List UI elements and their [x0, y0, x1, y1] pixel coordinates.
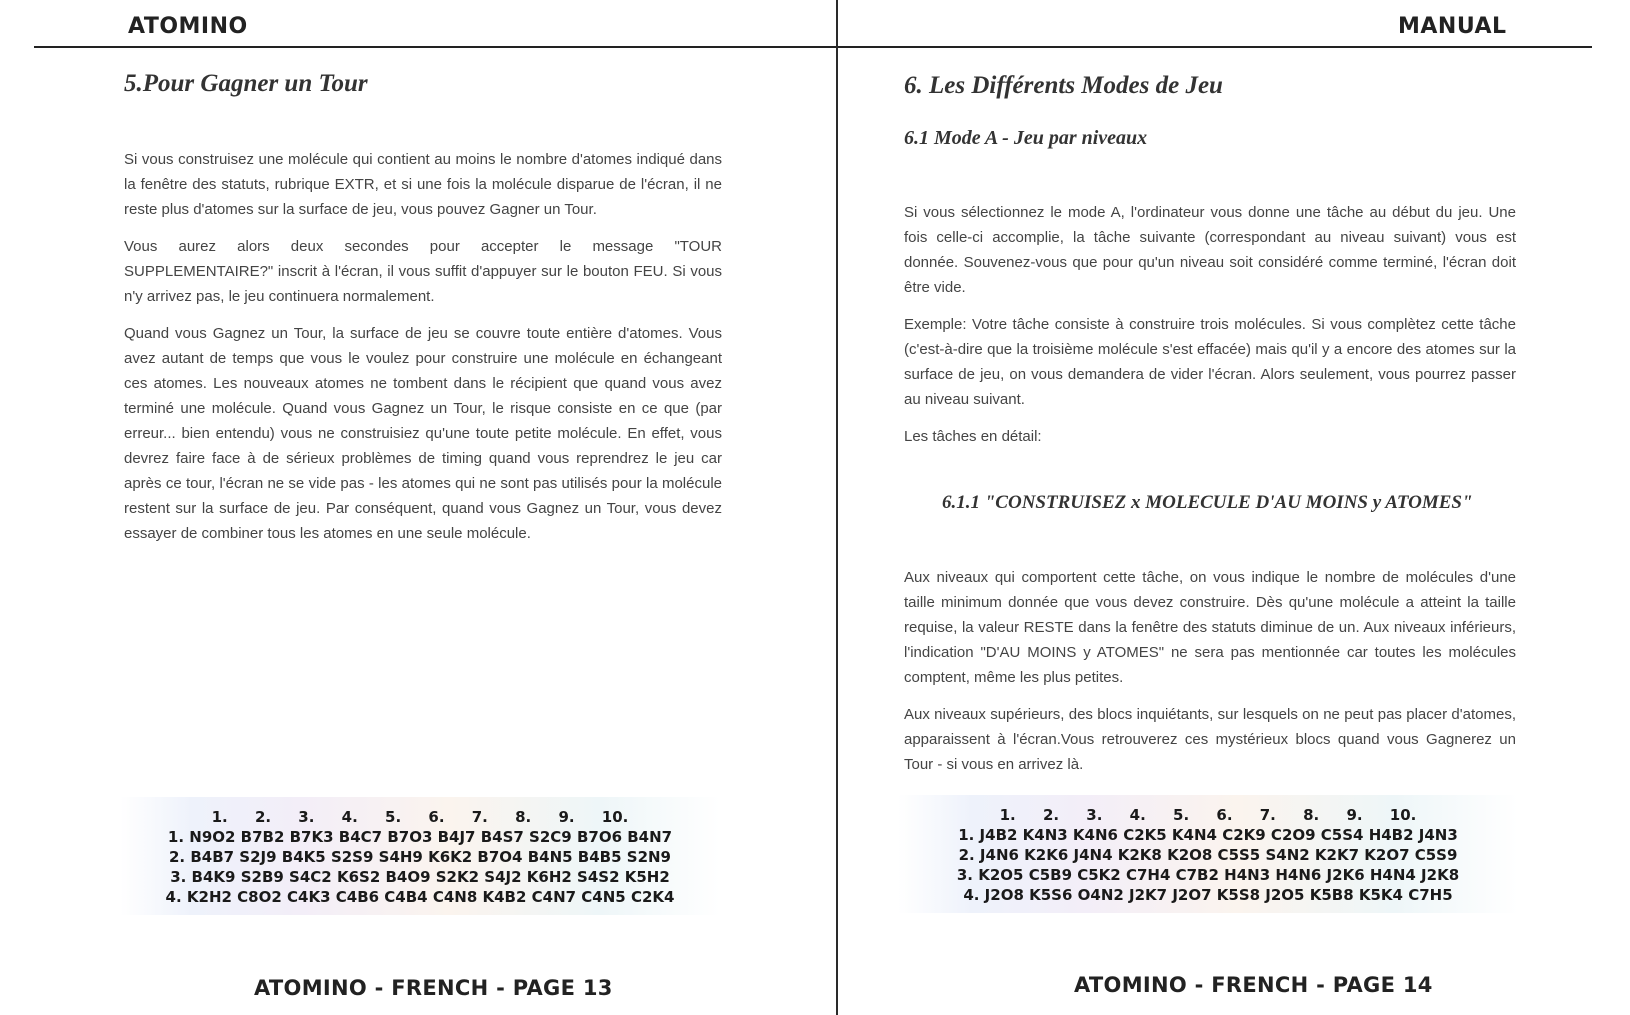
right-page: [838, 0, 1630, 1015]
right-header-title: MANUAL: [1398, 14, 1507, 39]
left-codes-row-3: 3. B4K9 S2B9 S4C2 K6S2 B4O9 S2K2 S4J2 K6H2 S4S2 K5H2: [170, 868, 670, 886]
section-6-1-paragraph-3: Les tâches en détail:: [904, 428, 1042, 445]
section-6-1-paragraph-2: Exemple: Votre tâche consiste à construire trois molécules. Si vous complètez cette tâche (c'est-à-dire que la troisième molécule s'est effacée) mais qu'il y a encore des atomes sur la surface de jeu, on vous demandera de vider l'écran. Alors seulement, vous pourrez passer au niveau suivant.: [904, 316, 1516, 408]
left-codes-row-2: 2. B4B7 S2J9 B4K5 S2S9 S4H9 K6K2 B7O4 B4N5 B4B5 S2N9: [168, 848, 671, 866]
section-6-1-body: [904, 200, 1516, 461]
left-header-rule: [34, 46, 836, 48]
section-6-1-1-paragraph-1: Aux niveaux qui comportent cette tâche, on vous indique le nombre de molécules d'une taille minimum donnée que vous devez construire. Dès qu'une molécule a atteint la taille requise, la valeur RESTE dans la fenêtre des statuts diminue de un. Aux niveaux inférieurs, l'indication "D'AU MOINS y ATOMES" ne sera pas mentionnée car toutes les molécules comptent, même les plus petites.: [904, 569, 1516, 686]
section-5-paragraph-3: Quand vous Gagnez un Tour, la surface de jeu se couvre toute entière d'atomes. Vous avez autant de temps que vous le voulez pour construire une molécule en échangeant ces atomes. Les nouveaux atomes ne tombent dans le récipient que quand vous avez terminé une molécule. Quand vous Gagnez un Tour, le risque consiste en ce que (par erreur... bien entendu) vous ne construisiez qu'une toute petite molécule. En effet, vous devrez faire face à de sérieux problèmes de timing quand vous reprendrez le jeu car après ce tour, l'écran ne se vide pas - les atomes qui ne sont pas utilisés pour la molécule restent sur la surface de jeu. Par conséquent, quand vous Gagnez un Tour, vous devez essayer de combiner tous les atomes en une seule molécule.: [124, 325, 722, 542]
left-page-footer: ATOMINO - FRENCH - PAGE 13: [254, 976, 613, 1000]
right-codes-row-4: 4. J2O8 K5S6 O4N2 J2K7 J2O7 K5S8 J2O5 K5B8 K5K4 C7H5: [963, 886, 1453, 904]
section-5-body: [124, 147, 722, 558]
left-codes-row-4: 4. K2H2 C8O2 C4K3 C4B6 C4B4 C4N8 K4B2 C4N7 C4N5 C2K4: [165, 888, 675, 906]
section-6-1-subtitle: 6.1 Mode A - Jeu par niveaux: [904, 127, 1148, 149]
section-5-title: 5.Pour Gagner un Tour: [124, 70, 368, 97]
right-codes-column-header: 1. 2. 3. 4. 5. 6. 7. 8. 9. 10.: [999, 806, 1417, 824]
left-header-title: ATOMINO: [128, 14, 248, 39]
section-5-paragraph-2: Vous aurez alors deux secondes pour accepter le message "TOUR SUPPLEMENTAIRE?" inscrit à l'écran, il vous suffit d'appuyer sur le bouton FEU. Si vous n'y arrivez pas, le jeu continuera normalement.: [124, 238, 722, 305]
left-codes-row-1: 1. N9O2 B7B2 B7K3 B4C7 B7O3 B4J7 B4S7 S2C9 B7O6 B4N7: [167, 828, 673, 846]
right-codes-row-3: 3. K2O5 C5B9 C5K2 C7H4 C7B2 H4N3 H4N6 J2K6 H4N4 J2K8: [956, 866, 1460, 884]
section-6-1-1-paragraph-2: Aux niveaux supérieurs, des blocs inquiétants, sur lesquels on ne peut pas placer d'atomes, apparaissent à l'écran.Vous retrouverez ces mystérieux blocs quand vous Gagnerez un Tour - si vous en arrivez là.: [904, 706, 1516, 773]
section-6-title: 6. Les Différents Modes de Jeu: [904, 72, 1223, 99]
section-6-1-1-body: [904, 565, 1516, 789]
left-codes-column-header: 1. 2. 3. 4. 5. 6. 7. 8. 9. 10.: [211, 808, 629, 826]
section-5-paragraph-1: Si vous construisez une molécule qui contient au moins le nombre d'atomes indiqué dans la fenêtre des statuts, rubrique EXTR, et si une fois la molécule disparue de l'écran, il ne reste plus d'atomes sur la surface de jeu, vous pouvez Gagner un Tour.: [124, 151, 722, 218]
section-6-1-1-subtitle: 6.1.1 "CONSTRUISEZ x MOLECULE D'AU MOINS y ATOMES": [942, 492, 1473, 513]
right-codes-row-1: 1. J4B2 K4N3 K4N6 C2K5 K4N4 C2K9 C2O9 C5S4 H4B2 J4N3: [958, 826, 1458, 844]
right-header-rule: [838, 46, 1592, 48]
right-codes-row-2: 2. J4N6 K2K6 J4N4 K2K8 K2O8 C5S5 S4N2 K2K7 K2O7 C5S9: [958, 846, 1458, 864]
right-page-footer: ATOMINO - FRENCH - PAGE 14: [1074, 973, 1433, 997]
section-6-1-paragraph-1: Si vous sélectionnez le mode A, l'ordinateur vous donne une tâche au début du jeu. Une fois celle-ci accomplie, la tâche suivante (correspondant au niveau suivant) vous est donnée. Souvenez-vous que pour qu'un niveau soit considéré comme terminé, l'écran doit être vide.: [904, 204, 1516, 296]
left-level-codes-table: [120, 797, 720, 915]
right-level-codes-table: [898, 795, 1518, 913]
